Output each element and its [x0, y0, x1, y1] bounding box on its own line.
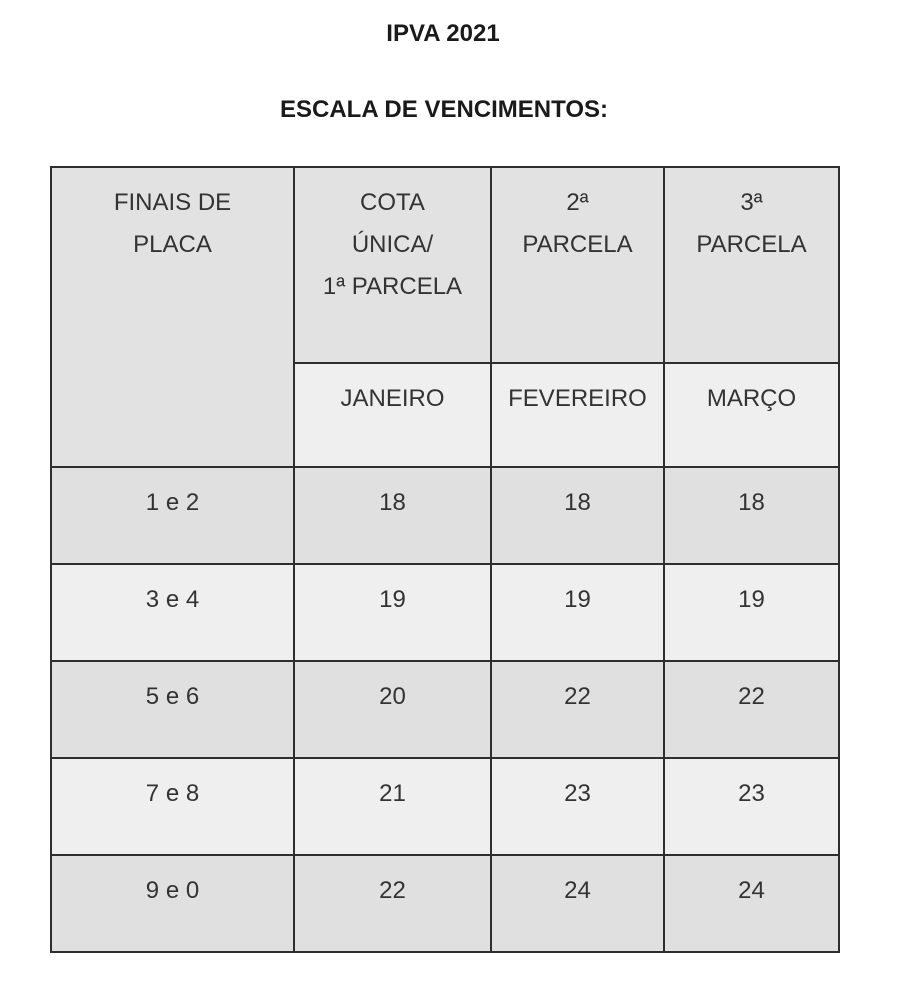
plate-endings-cell: 7 e 8 [51, 758, 294, 855]
header-parcela2-line: 2ª [566, 189, 589, 216]
due-day-cell: 21 [294, 758, 491, 855]
due-day-cell: 19 [491, 564, 664, 661]
table-row [51, 564, 839, 661]
due-day-cell: 24 [664, 855, 839, 952]
due-day-cell: 22 [294, 855, 491, 952]
due-day-cell: 18 [294, 467, 491, 564]
due-day-cell: 18 [664, 467, 839, 564]
header-cota-unica [294, 167, 491, 363]
due-day-cell: 23 [491, 758, 664, 855]
header-finais-de-placa [51, 167, 294, 467]
due-day-cell: 18 [491, 467, 664, 564]
header-cota-line: 1ª PARCELA [322, 273, 463, 300]
due-day-cell: 24 [491, 855, 664, 952]
table-row [51, 855, 839, 952]
plate-endings-cell: 9 e 0 [51, 855, 294, 952]
month-janeiro: JANEIRO [294, 363, 491, 467]
document-title: IPVA 2021 [386, 20, 500, 47]
header-2a-parcela [491, 167, 664, 363]
header-placa-line: PLACA [133, 231, 212, 258]
header-3a-parcela [664, 167, 839, 363]
header-placa-line: FINAIS DE [113, 189, 232, 216]
plate-endings-cell: 3 e 4 [51, 564, 294, 661]
due-day-cell: 19 [664, 564, 839, 661]
due-day-cell: 22 [664, 661, 839, 758]
due-day-cell: 20 [294, 661, 491, 758]
month-fevereiro: FEVEREIRO [491, 363, 664, 467]
plate-endings-cell: 5 e 6 [51, 661, 294, 758]
header-parcela3-line: PARCELA [696, 231, 807, 258]
table-header-row [51, 167, 839, 363]
header-cota-line: ÚNICA/ [351, 231, 434, 258]
due-day-cell: 22 [491, 661, 664, 758]
due-day-cell: 19 [294, 564, 491, 661]
document-subtitle: ESCALA DE VENCIMENTOS: [279, 96, 609, 123]
due-day-cell: 23 [664, 758, 839, 855]
plate-endings-cell: 1 e 2 [51, 467, 294, 564]
header-parcela3-line: 3ª [740, 189, 763, 216]
due-date-table [50, 166, 840, 953]
month-marco: MARÇO [664, 363, 839, 467]
table-row [51, 758, 839, 855]
header-parcela2-line: PARCELA [522, 231, 633, 258]
table-row [51, 467, 839, 564]
header-cota-line: COTA [360, 189, 425, 216]
table-row [51, 661, 839, 758]
